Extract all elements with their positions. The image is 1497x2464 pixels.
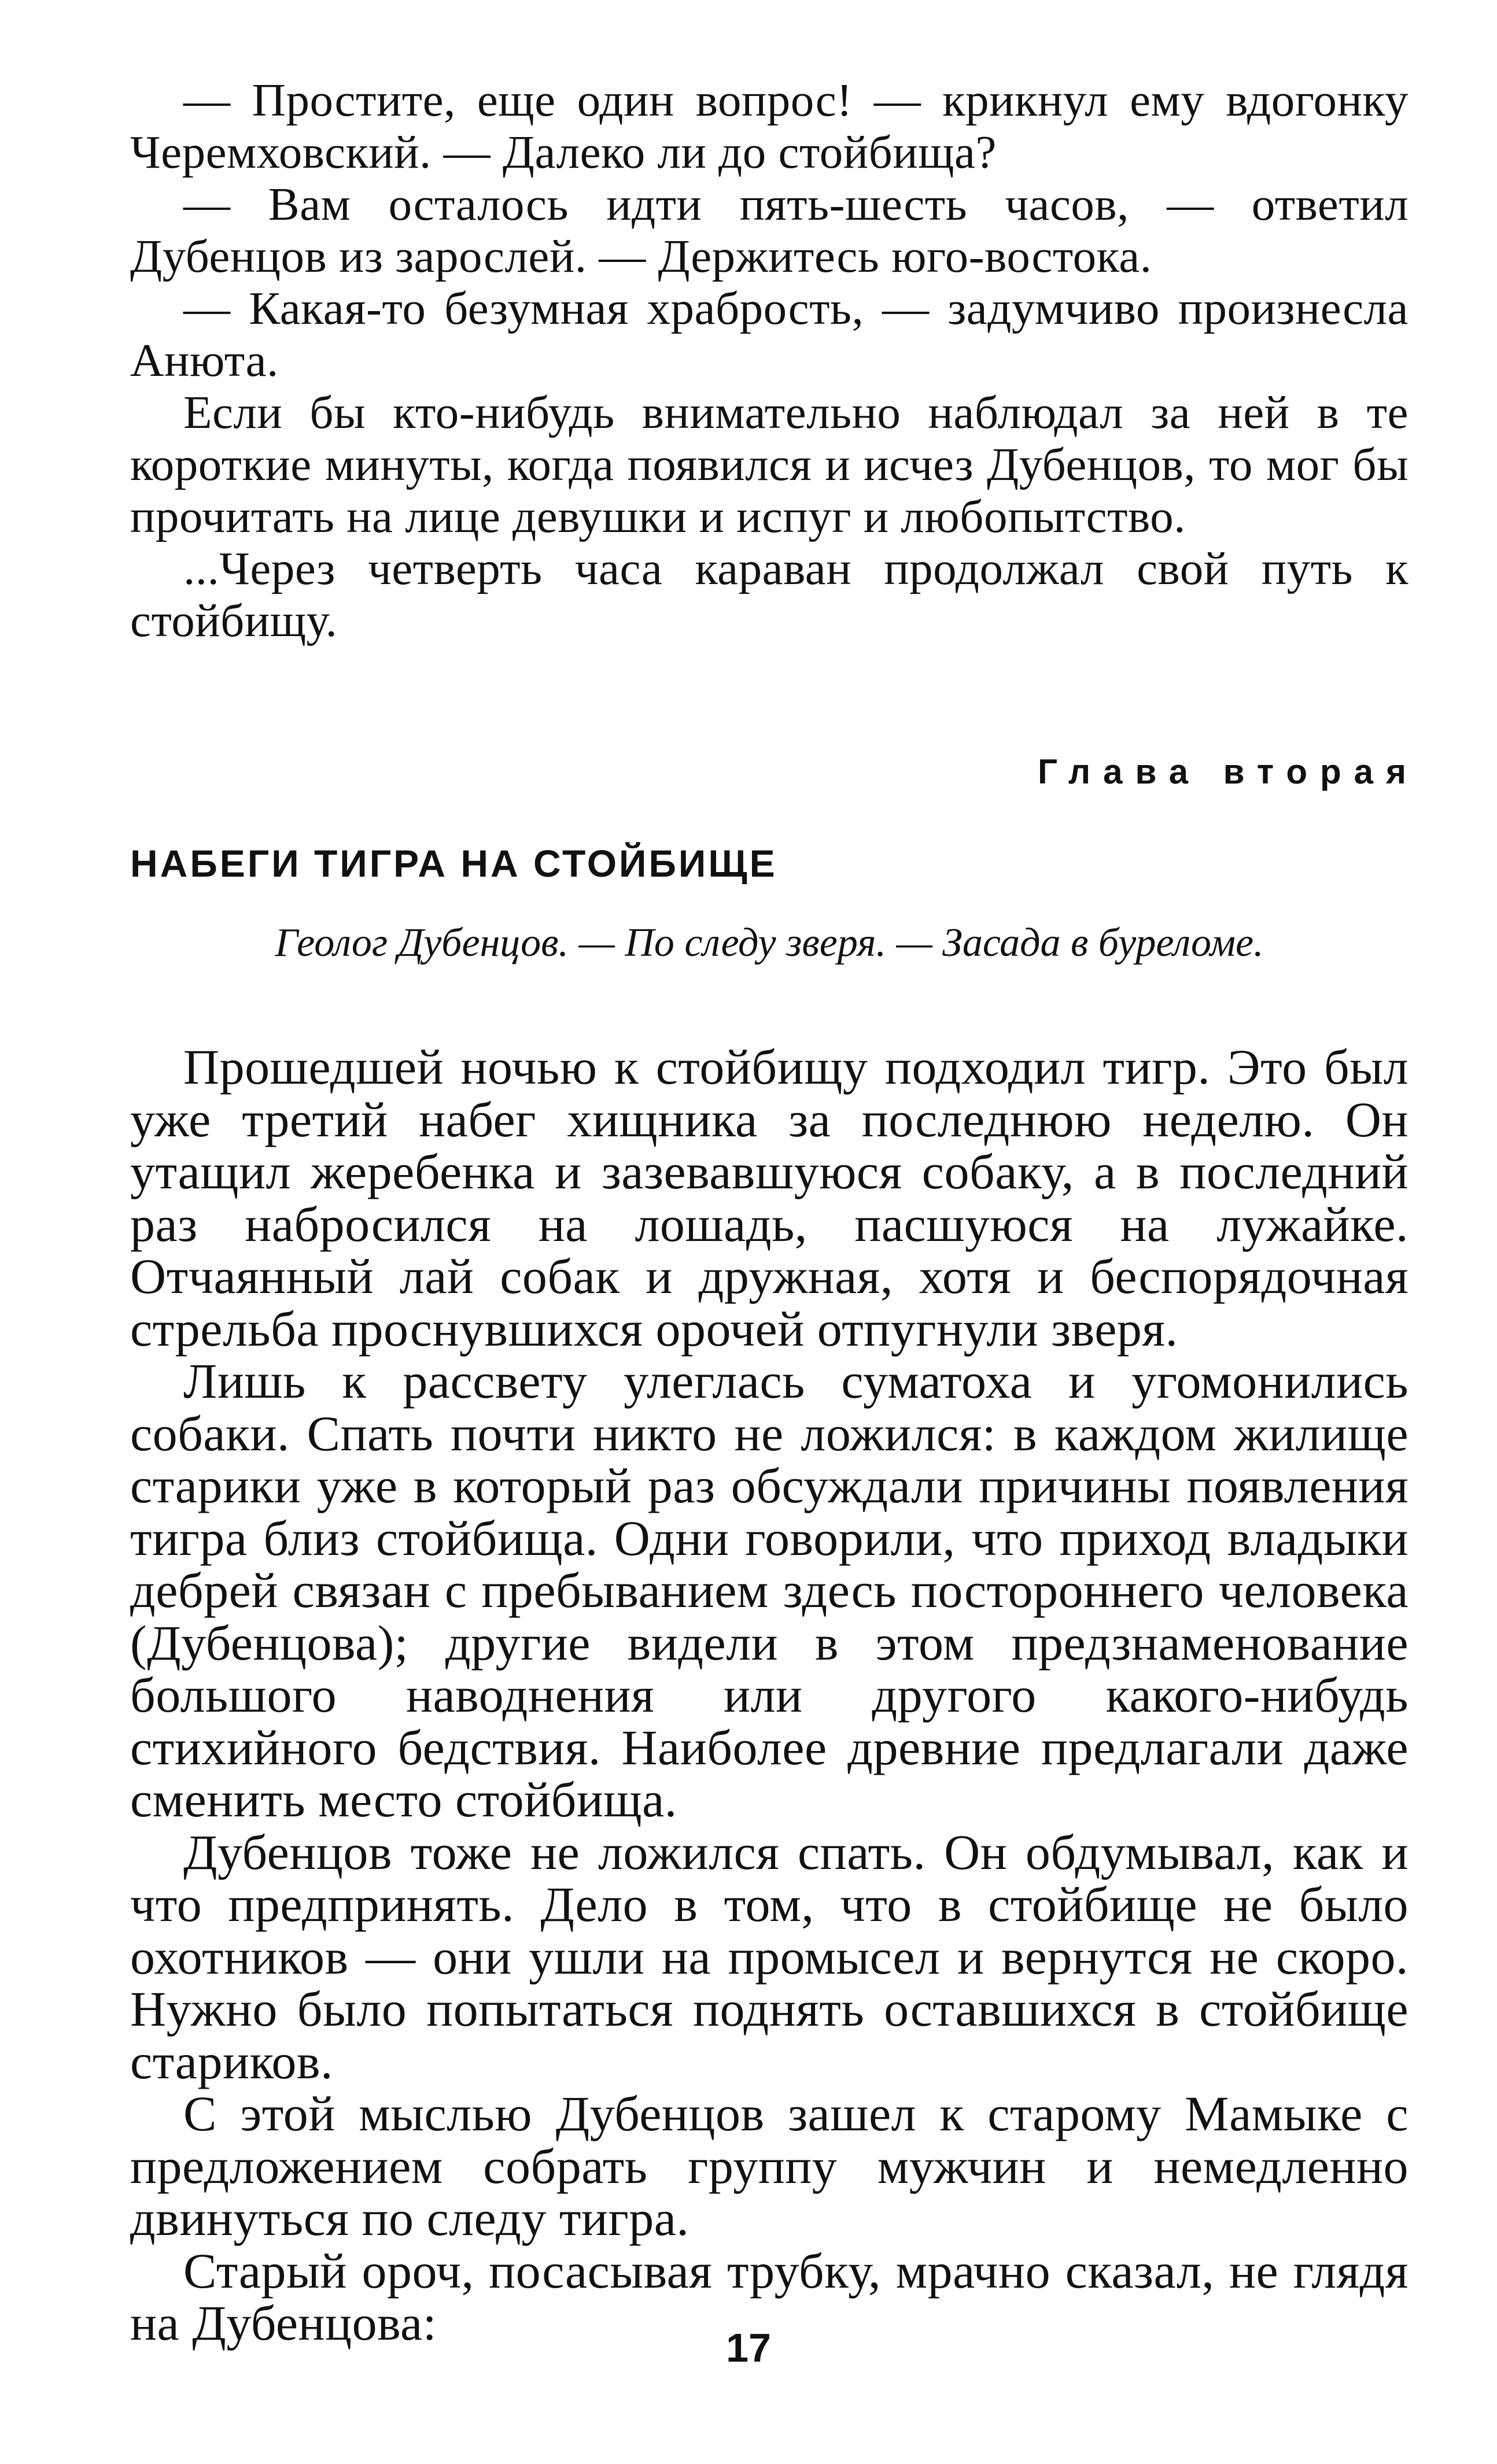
paragraph: Если бы кто-нибудь внимательно наблюдал за ней в те короткие минуты, когда появился и исчез Дубенцов, то мог бы прочитать на лице девушки и испуг и любопытство. — [130, 386, 1408, 542]
chapter-number: Глава вторая — [1037, 752, 1419, 791]
top-text-block — [130, 74, 1408, 647]
paragraph: — Какая-то безумная храбрость, — задумчиво произнесла Анюта. — [130, 282, 1408, 386]
paragraph: С этой мыслью Дубенцов зашел к старому Мамыке с предложением собрать группу мужчин и немедленно двинуться по следу тигра. — [130, 2086, 1408, 2246]
paragraph: — Вам осталось идти пять-шесть часов, — ответил Дубенцов из зарослей. — Держитесь юго-востока. — [130, 178, 1408, 282]
paragraph: Прошедшей ночью к стойбищу подходил тигр. Это был уже третий набег хищника за последнюю неделю. Он утащил жеребенка и зазевавшуюся собаку, а в последний раз набросился на лошадь, пасшуюся на лужайке. Отчаянный лай собак и дружная, хотя и беспорядочная стрельба проснувшихся орочей отпугнули зверя. — [130, 1039, 1408, 1357]
paragraph: — Простите, еще один вопрос! — крикнул ему вдогонку Черемховский. — Далеко ли до стойбища? — [130, 74, 1408, 178]
page-number: 17 — [726, 2325, 771, 2370]
paragraph: Дубенцов тоже не ложился спать. Он обдумывал, как и что предпринять. Дело в том, что в стойбище не было охотников — они ушли на промысел и вернутся не скоро. Нужно было попытаться поднять оставшихся в стойбище стариков. — [130, 1824, 1408, 2089]
paragraph: Лишь к рассвету улеглась суматоха и угомонились собаки. Спать почти никто не ложился: в каждом жилище старики уже в который раз обсуждали причины появления тигра близ стойбища. Одни говорили, что приход владыки дебрей связан с пребыванием здесь постороннего человека (Дубенцова); другие видели в этом предзнаменование большого наводнения или другого какого-нибудь стихийного бедствия. Наиболее древние предлагали даже сменить место стойбища. — [130, 1353, 1408, 1827]
main-text-block — [130, 1041, 1408, 2350]
paragraph: Старый ороч, посасывая трубку, мрачно сказал, не глядя на Дубенцова: — [130, 2243, 1408, 2351]
paragraph: ...Через четверть часа караван продолжал свой путь к стойбищу. — [130, 542, 1408, 647]
chapter-subtitle: Геолог Дубенцов. — По следу зверя. — Засада в буреломе. — [275, 921, 1264, 965]
chapter-title: НАБЕГИ ТИГРА НА СТОЙБИЩЕ — [130, 842, 777, 885]
